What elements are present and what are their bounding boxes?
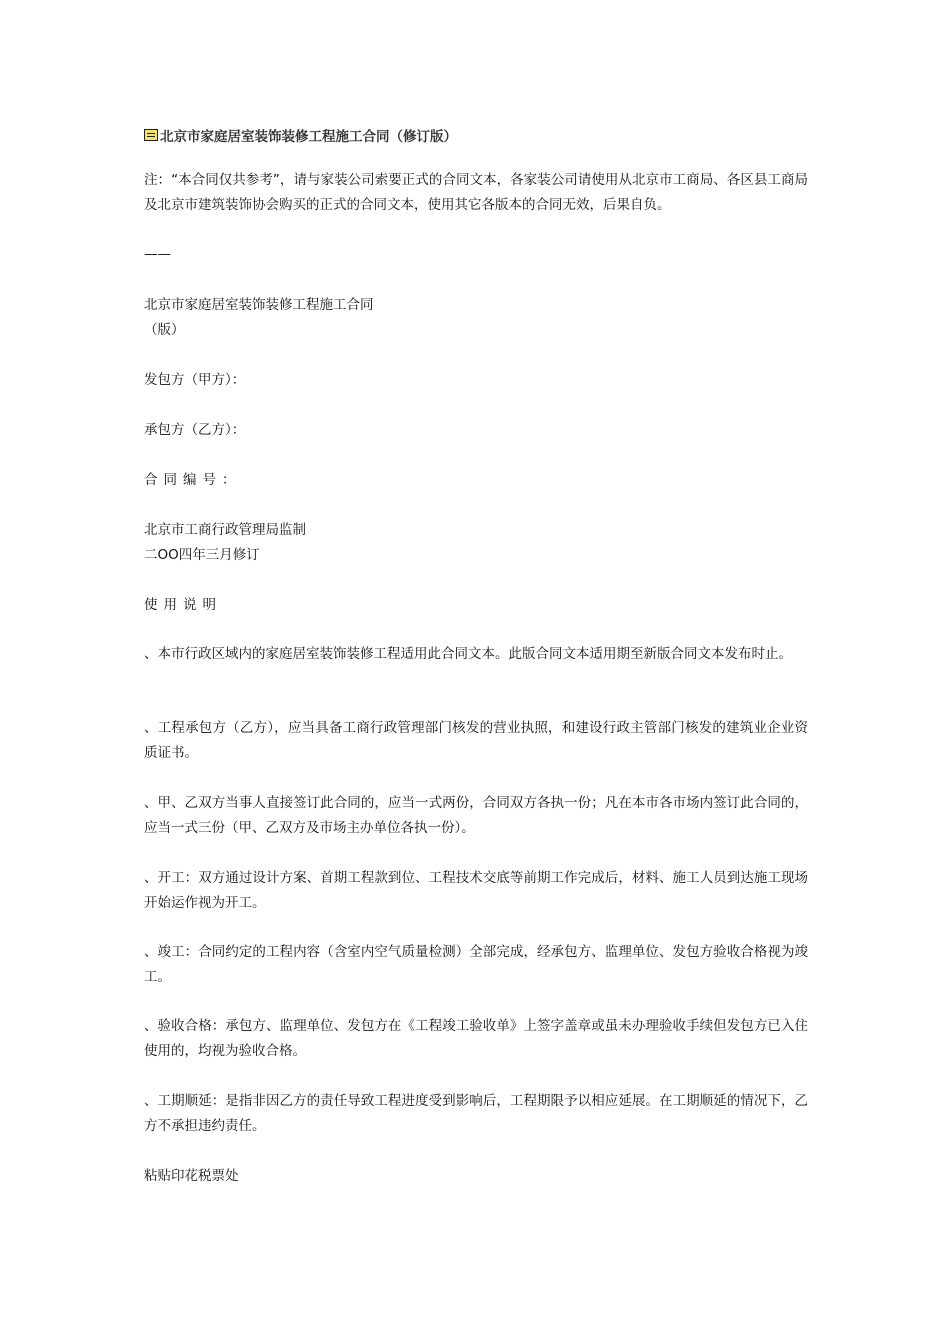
revision-date: 二OO四年三月修订 [144, 547, 260, 563]
contract-version: （版） [144, 322, 185, 338]
contract-title: 北京市家庭居室装饰装修工程施工合同 [144, 297, 374, 313]
document-title-row[interactable] [144, 123, 457, 147]
party-b-label: 承包方（乙方）： [144, 422, 246, 438]
usage-item-7: 、工期顺延：是指非因乙方的责任导致工程进度受到影响后，工程期限予以相应延展。在工期顺延的情况下，乙方不承担违约责任。 [144, 1093, 808, 1134]
document-title[interactable]: 北京市家庭居室装饰装修工程施工合同（修订版） [160, 129, 457, 145]
stamp-place-label: 粘贴印花税票处 [144, 1168, 239, 1184]
usage-item-2: 、工程承包方（乙方），应当具备工商行政管理部门核发的营业执照，和建设行政主管部门核发的建筑业企业资质证书。 [144, 720, 808, 761]
party-a-label: 发包方（甲方）： [144, 372, 246, 388]
document-icon [144, 129, 158, 141]
usage-item-5: 、竣工：合同约定的工程内容（含室内空气质量检测）全部完成，经承包方、监理单位、发包方验收合格视为竣工。 [144, 944, 808, 985]
usage-item-1: 、本市行政区域内的家庭居室装饰装修工程适用此合同文本。此版合同文本适用期至新版合同文本发布时止。 [144, 646, 792, 662]
usage-heading: 使用说明 [144, 597, 222, 613]
usage-item-6: 、验收合格：承包方、监理单位、发包方在《工程竣工验收单》上签字盖章或虽未办理验收手续但发包方已入住使用的，均视为验收合格。 [144, 1018, 808, 1059]
contract-number-label: 合同编号： [144, 472, 242, 488]
usage-item-4: 、开工：双方通过设计方案、首期工程款到位、工程技术交底等前期工作完成后，材料、施工人员到达施工现场开始运作视为开工。 [144, 870, 808, 911]
separator: —— [144, 246, 171, 262]
supervisor-line: 北京市工商行政管理局监制 [144, 522, 306, 538]
reference-note: 注：“本合同仅共参考”，请与家装公司索要正式的合同文本，各家装公司请使用从北京市工商局、各区县工商局及北京市建筑装饰协会购买的正式的合同文本，使用其它各版本的合同无效，后果自负。 [144, 172, 808, 213]
usage-item-3: 、甲、乙双方当事人直接签订此合同的，应当一式两份，合同双方各执一份；凡在本市各市场内签订此合同的，应当一式三份（甲、乙双方及市场主办单位各执一份）。 [144, 795, 808, 836]
